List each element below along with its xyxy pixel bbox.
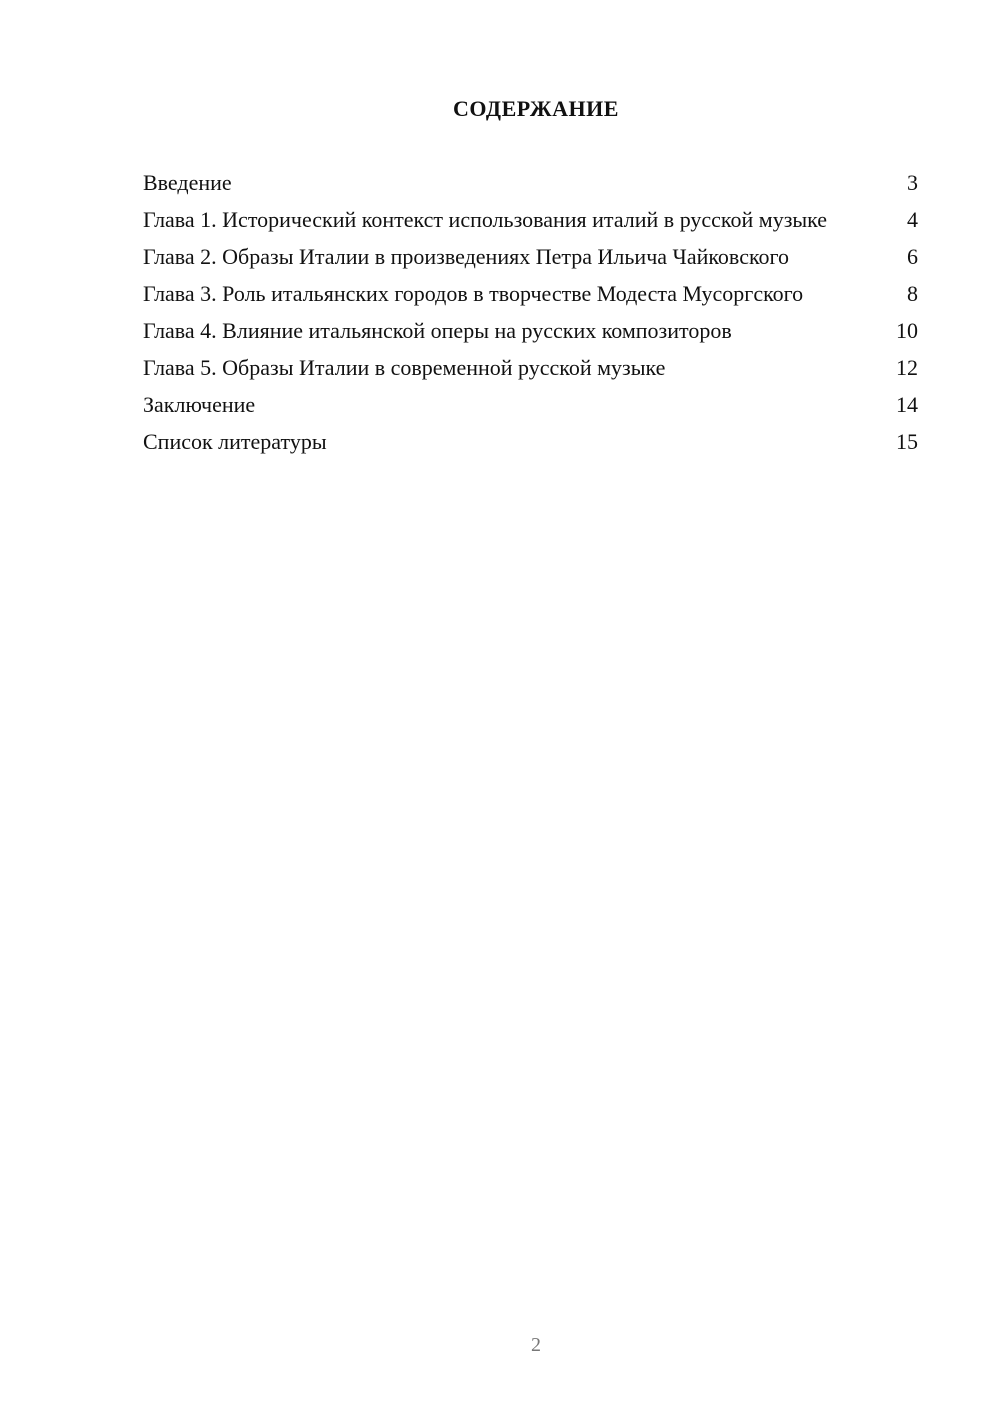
page-title: СОДЕРЖАНИЕ [453, 96, 619, 121]
page-number: 2 [531, 1334, 541, 1356]
toc-item-chapter-3[interactable] [143, 280, 918, 307]
toc-item-label: Список литературы [143, 429, 327, 454]
table-of-contents [143, 169, 918, 465]
toc-item-label: Глава 4. Влияние итальянской оперы на русских композиторов [143, 318, 732, 343]
toc-item-page: 4 [907, 207, 918, 232]
toc-item-references[interactable] [143, 428, 918, 455]
toc-item-label: Глава 2. Образы Италии в произведениях Петра Ильича Чайковского [143, 244, 790, 269]
toc-item-conclusion[interactable] [143, 391, 918, 418]
toc-item-page: 3 [907, 170, 918, 195]
toc-item-label: Глава 1. Исторический контекст использования италий в русской музыке [143, 207, 828, 232]
toc-item-page: 8 [907, 281, 918, 306]
toc-item-chapter-2[interactable] [143, 243, 918, 270]
toc-item-page: 12 [896, 355, 918, 380]
toc-item-page: 10 [896, 318, 918, 343]
toc-item-chapter-4[interactable] [143, 317, 918, 344]
toc-item-page: 6 [907, 244, 918, 269]
toc-item-page: 15 [896, 429, 918, 454]
toc-item-label: Введение [143, 170, 232, 195]
toc-item-label: Глава 3. Роль итальянских городов в творчестве Модеста Мусоргского [143, 281, 804, 306]
toc-item-chapter-1[interactable] [143, 206, 918, 233]
toc-item-page: 14 [896, 392, 918, 417]
toc-item-label: Глава 5. Образы Италии в современной русской музыке [143, 355, 666, 380]
toc-item-chapter-5[interactable] [143, 354, 918, 381]
toc-item-label: Заключение [143, 392, 256, 417]
toc-item-introduction[interactable] [143, 169, 918, 196]
